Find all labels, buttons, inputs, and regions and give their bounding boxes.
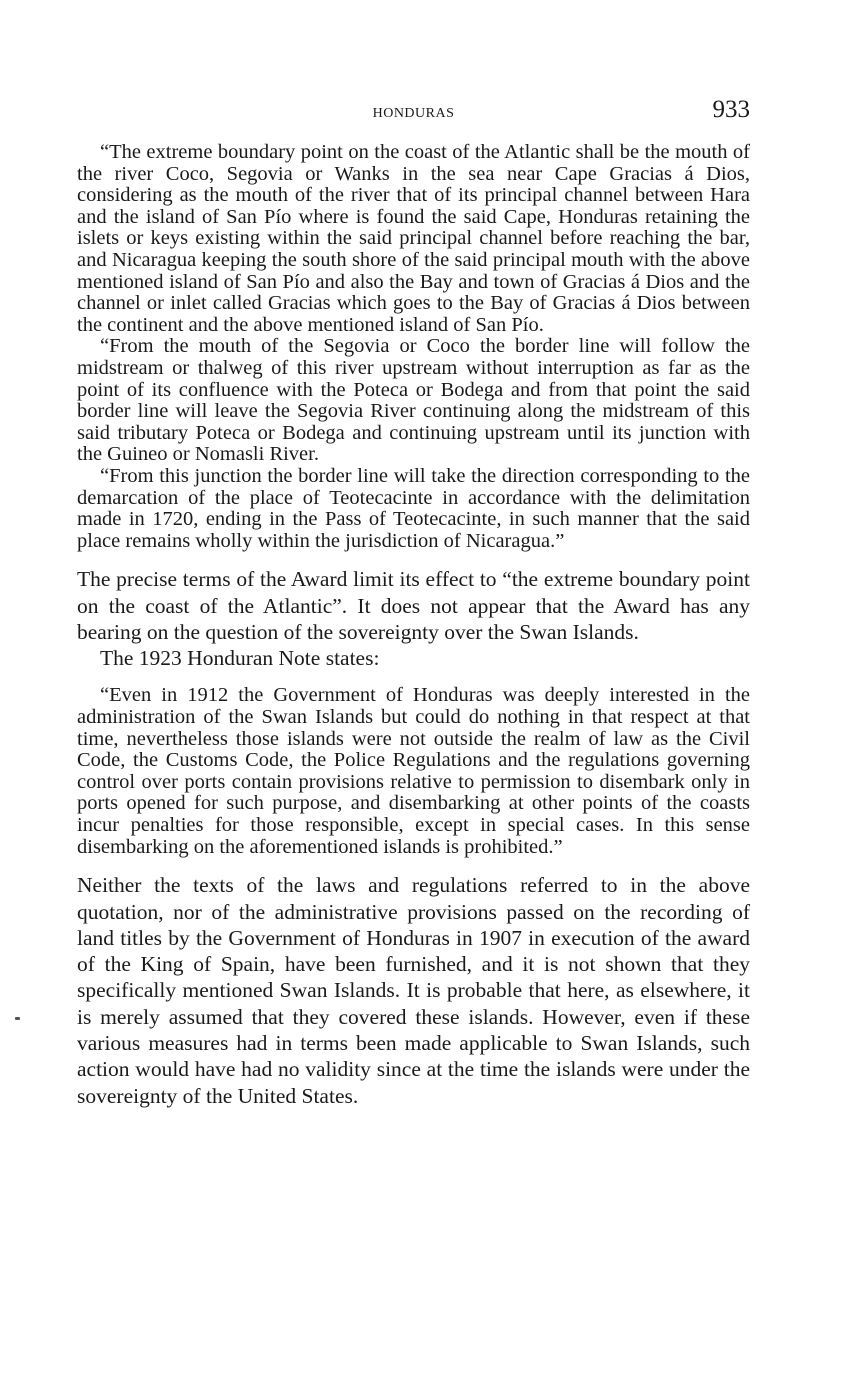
quote-paragraph-junction: “From this junction the border line will take the direction corresponding to the demarcation of the place of Teotecacinte in accordance with the delimitation made in 1720, ending in the Pass of Teotecacinte, in such manner that the said place remains wholly within the jurisdiction of Nicaragua.”	[77, 464, 750, 552]
note-quote-paragraph: “Even in 1912 the Government of Honduras was deeply interested in the administration of the Swan Islands but could do nothing in that respect at that time, nevertheless those islands were not outside the realm of law as the Civil Code, the Customs Code, the Police Regulations and the regulations governing control over ports contain provisions relative to permission to disembark only in ports opened for such purpose, and disembarking at other points of the coasts incur penalties for those responsible, except in special cases. In this sense disembarking on the aforementioned islands is prohibited.”	[77, 684, 750, 858]
page	[77, 96, 750, 1109]
treaty-quote-block	[77, 142, 750, 552]
page-number: 933	[712, 96, 750, 123]
running-head: HONDURAS	[372, 106, 455, 121]
quote-paragraph-coast: “The extreme boundary point on the coast of the Atlantic shall be the mouth of the river Coco, Segovia or Wanks in the sea near Cape Gracias á Dios, considering as the mouth of the river that of its principal channel between Hara and the island of San Pío where is found the said Cape, Honduras retaining the islets or keys existing within the said principal channel before reaching the bar, and Nicaragua keeping the south shore of the said principal mouth with the above mentioned island of San Pío and also the Bay and town of Gracias á Dios and the channel or inlet called Gracias which goes to the Bay of Gracias á Dios between the continent and the above mentioned island of San Pío.	[77, 141, 750, 336]
award-paragraph: The precise terms of the Award limit its effect to “the extreme boundary point on the coast of the Atlantic”. It does not appear that the Award has any bearing on the question of the sovereignty over the Swan Islands.	[77, 567, 750, 644]
note-quote-block	[77, 685, 750, 858]
margin-mark	[15, 1017, 20, 1020]
closing-paragraph: Neither the texts of the laws and regulations referred to in the above quotation, nor of the administrative provisions passed on the recording of land titles by the Government of Honduras in 1907 in execution of the award of the King of Spain, have been furnished, and it is not shown that they specifically mentioned Swan Islands. It is probable that here, as elsewhere, it is merely assumed that they covered these islands. However, even if these various measures had in terms been made applicable to Swan Islands, such action would have had no validity since at the time the islands were under the sovereignty of the United States.	[77, 873, 750, 1108]
quote-paragraph-river: “From the mouth of the Segovia or Coco the border line will follow the midstream or thalweg of this river upstream without interruption as far as the point of its confluence with the Poteca or Bodega and from that point the said border line will leave the Segovia River continuing along the midstream of this said tributary Poteca or Bodega and continuing upstream until its junction with the Guineo or Nomasli River.	[77, 335, 750, 466]
note-intro: The 1923 Honduran Note states:	[100, 646, 380, 671]
page-header	[77, 96, 750, 132]
